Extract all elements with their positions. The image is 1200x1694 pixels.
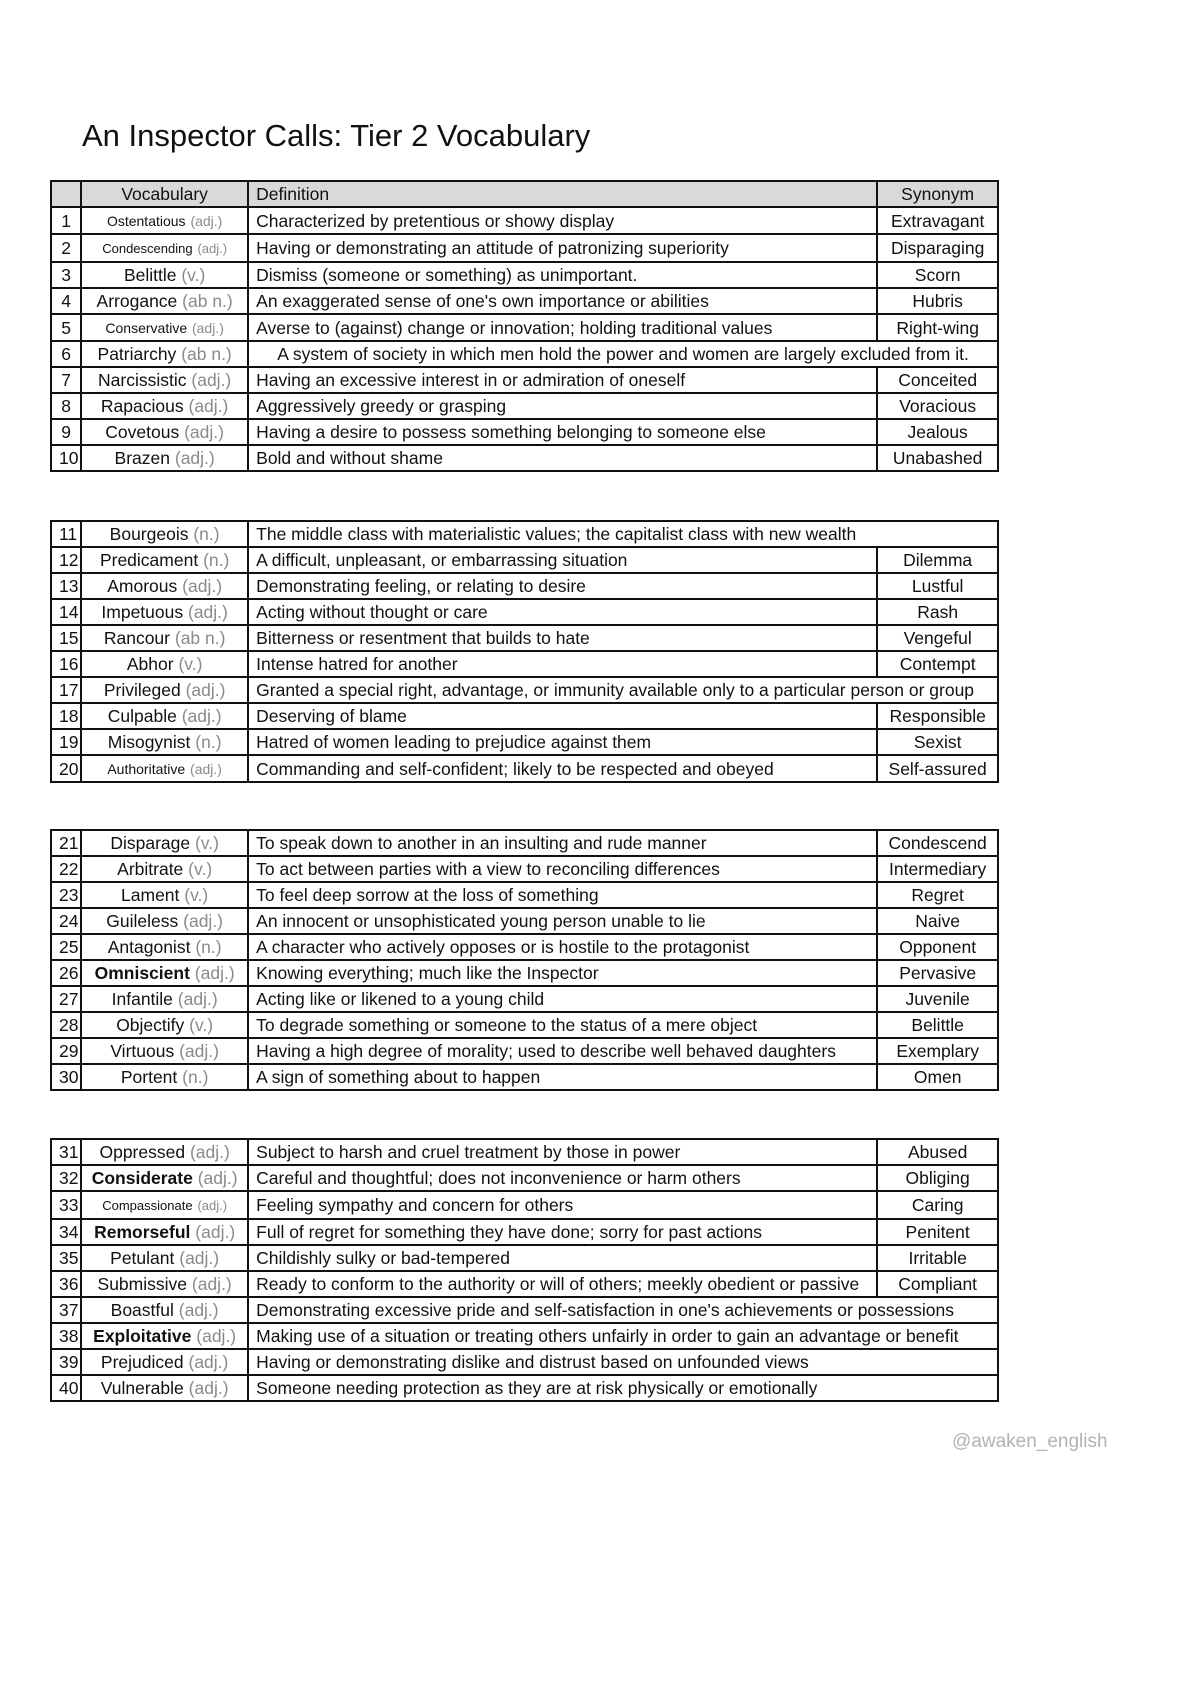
part-of-speech: (v.) bbox=[178, 654, 203, 674]
row-number: 25 bbox=[51, 934, 81, 960]
row-number: 22 bbox=[51, 856, 81, 882]
definition: A sign of something about to happen bbox=[248, 1064, 877, 1090]
table-row bbox=[51, 625, 998, 651]
vocabulary-word: Rancour bbox=[103, 628, 170, 648]
part-of-speech: (ab n.) bbox=[182, 291, 233, 311]
vocabulary-word: Oppressed bbox=[99, 1142, 186, 1162]
vocabulary-word: Privileged bbox=[103, 680, 181, 700]
vocabulary-word: Remorseful bbox=[94, 1222, 191, 1242]
definition: A character who actively opposes or is hostile to the protagonist bbox=[248, 934, 877, 960]
vocabulary-word-cell bbox=[81, 1012, 248, 1038]
synonym: Regret bbox=[877, 882, 998, 908]
table-row bbox=[51, 1297, 998, 1323]
vocabulary-word-cell bbox=[81, 1219, 248, 1245]
synonym: Jealous bbox=[877, 419, 998, 445]
synonym: Contempt bbox=[877, 651, 998, 677]
row-number: 28 bbox=[51, 1012, 81, 1038]
definition: To speak down to another in an insulting and rude manner bbox=[248, 830, 877, 856]
part-of-speech: (adj.) bbox=[177, 989, 218, 1009]
row-number: 18 bbox=[51, 703, 81, 729]
table-row bbox=[51, 234, 998, 262]
synonym: Unabashed bbox=[877, 445, 998, 471]
synonym: Responsible bbox=[877, 703, 998, 729]
row-number: 4 bbox=[51, 288, 81, 314]
definition: Feeling sympathy and concern for others bbox=[248, 1191, 877, 1219]
definition: An innocent or unsophisticated young person unable to lie bbox=[248, 908, 877, 934]
definition: Bold and without shame bbox=[248, 445, 877, 471]
part-of-speech: (ab n.) bbox=[174, 628, 226, 648]
synonym: Hubris bbox=[877, 288, 998, 314]
row-number: 20 bbox=[51, 755, 81, 782]
synonym: Condescend bbox=[877, 830, 998, 856]
row-number: 17 bbox=[51, 677, 81, 703]
part-of-speech: (adj.) bbox=[179, 1248, 220, 1268]
table-row bbox=[51, 934, 998, 960]
vocabulary-word-cell bbox=[81, 729, 248, 755]
vocabulary-table bbox=[50, 1138, 999, 1402]
definition: An exaggerated sense of one's own importance or abilities bbox=[248, 288, 877, 314]
vocabulary-word-cell bbox=[81, 1139, 248, 1165]
table-row bbox=[51, 599, 998, 625]
definition: Aggressively greedy or grasping bbox=[248, 393, 877, 419]
synonym: Pervasive bbox=[877, 960, 998, 986]
definition: Averse to (against) change or innovation; holding traditional values bbox=[248, 314, 877, 341]
vocabulary-table bbox=[50, 520, 999, 783]
part-of-speech: (v.) bbox=[188, 859, 213, 879]
definition: Having or demonstrating dislike and distrust based on unfounded views bbox=[248, 1349, 998, 1375]
vocabulary-word: Vulnerable bbox=[100, 1378, 184, 1398]
row-number: 19 bbox=[51, 729, 81, 755]
vocabulary-word: Virtuous bbox=[110, 1041, 175, 1061]
part-of-speech: (adj.) bbox=[178, 1300, 219, 1320]
header-number bbox=[51, 181, 81, 207]
definition: To feel deep sorrow at the loss of something bbox=[248, 882, 877, 908]
row-number: 8 bbox=[51, 393, 81, 419]
definition: Full of regret for something they have done; sorry for past actions bbox=[248, 1219, 877, 1245]
part-of-speech: (n.) bbox=[203, 550, 230, 570]
row-number: 14 bbox=[51, 599, 81, 625]
vocabulary-word: Infantile bbox=[111, 989, 173, 1009]
vocabulary-word-cell bbox=[81, 677, 248, 703]
vocabulary-word-cell bbox=[81, 314, 248, 341]
table-row bbox=[51, 1219, 998, 1245]
definition: Granted a special right, advantage, or immunity available only to a particular person or group bbox=[248, 677, 998, 703]
author-handle: @awaken_english bbox=[952, 1431, 1108, 1452]
part-of-speech: (n.) bbox=[182, 1067, 209, 1087]
row-number: 10 bbox=[51, 445, 81, 471]
vocabulary-word-cell bbox=[81, 755, 248, 782]
vocabulary-word-cell bbox=[81, 419, 248, 445]
part-of-speech: (v.) bbox=[184, 885, 209, 905]
row-number: 2 bbox=[51, 234, 81, 262]
part-of-speech: (adj.) bbox=[190, 213, 223, 229]
vocabulary-word-cell bbox=[81, 445, 248, 471]
table-row bbox=[51, 830, 998, 856]
row-number: 32 bbox=[51, 1165, 81, 1191]
table-row bbox=[51, 262, 998, 288]
vocabulary-word-cell bbox=[81, 986, 248, 1012]
vocabulary-word: Objectify bbox=[116, 1015, 185, 1035]
vocabulary-word: Guileless bbox=[106, 911, 179, 931]
vocabulary-word: Amorous bbox=[107, 576, 178, 596]
table-row bbox=[51, 1323, 998, 1349]
part-of-speech: (adj.) bbox=[191, 370, 232, 390]
vocabulary-word: Antagonist bbox=[107, 937, 191, 957]
table-row bbox=[51, 1165, 998, 1191]
table-row bbox=[51, 1139, 998, 1165]
definition: Having or demonstrating an attitude of patronizing superiority bbox=[248, 234, 877, 262]
vocabulary-word: Lament bbox=[121, 885, 180, 905]
table-row bbox=[51, 419, 998, 445]
vocabulary-word: Culpable bbox=[107, 706, 177, 726]
vocabulary-word-cell bbox=[81, 1038, 248, 1064]
table-row bbox=[51, 677, 998, 703]
vocabulary-word-cell bbox=[81, 599, 248, 625]
part-of-speech: (adj.) bbox=[195, 1222, 236, 1242]
part-of-speech: (adj.) bbox=[197, 1168, 238, 1188]
vocabulary-word: Considerate bbox=[91, 1168, 193, 1188]
synonym: Sexist bbox=[877, 729, 998, 755]
table-row bbox=[51, 1012, 998, 1038]
definition: Ready to conform to the authority or will of others; meekly obedient or passive bbox=[248, 1271, 877, 1297]
synonym: Disparaging bbox=[877, 234, 998, 262]
row-number: 16 bbox=[51, 651, 81, 677]
table-row bbox=[51, 445, 998, 471]
vocabulary-word-cell bbox=[81, 207, 248, 234]
vocabulary-word: Narcissistic bbox=[98, 370, 187, 390]
vocabulary-word-cell bbox=[81, 1064, 248, 1090]
vocabulary-word: Rapacious bbox=[100, 396, 184, 416]
row-number: 36 bbox=[51, 1271, 81, 1297]
table-row bbox=[51, 908, 998, 934]
definition: To degrade something or someone to the status of a mere object bbox=[248, 1012, 877, 1038]
synonym: Extravagant bbox=[877, 207, 998, 234]
vocabulary-word: Bourgeois bbox=[109, 524, 189, 544]
part-of-speech: (v.) bbox=[194, 833, 219, 853]
part-of-speech: (adj.) bbox=[191, 320, 224, 336]
header-synonym: Synonym bbox=[877, 181, 998, 207]
vocabulary-word-cell bbox=[81, 934, 248, 960]
part-of-speech: (n.) bbox=[195, 937, 222, 957]
vocabulary-word: Ostentatious bbox=[106, 213, 186, 229]
definition: Childishly sulky or bad-tempered bbox=[248, 1245, 877, 1271]
vocabulary-word-cell bbox=[81, 234, 248, 262]
vocabulary-word: Arbitrate bbox=[117, 859, 184, 879]
part-of-speech: (adj.) bbox=[197, 1198, 228, 1213]
vocabulary-word-cell bbox=[81, 1323, 248, 1349]
synonym: Vengeful bbox=[877, 625, 998, 651]
vocabulary-word: Abhor bbox=[126, 654, 174, 674]
definition: A system of society in which men hold the power and women are largely excluded from it. bbox=[248, 341, 998, 367]
row-number: 9 bbox=[51, 419, 81, 445]
table-row bbox=[51, 207, 998, 234]
synonym: Naive bbox=[877, 908, 998, 934]
vocabulary-word-cell bbox=[81, 1245, 248, 1271]
row-number: 35 bbox=[51, 1245, 81, 1271]
table-row bbox=[51, 755, 998, 782]
row-number: 39 bbox=[51, 1349, 81, 1375]
row-number: 29 bbox=[51, 1038, 81, 1064]
synonym: Intermediary bbox=[877, 856, 998, 882]
part-of-speech: (v.) bbox=[189, 1015, 214, 1035]
definition: Subject to harsh and cruel treatment by those in power bbox=[248, 1139, 877, 1165]
synonym: Scorn bbox=[877, 262, 998, 288]
definition: Demonstrating feeling, or relating to desire bbox=[248, 573, 877, 599]
synonym: Penitent bbox=[877, 1219, 998, 1245]
definition: A difficult, unpleasant, or embarrassing situation bbox=[248, 547, 877, 573]
vocabulary-table bbox=[50, 180, 999, 472]
vocabulary-table bbox=[50, 829, 999, 1091]
definition: Dismiss (someone or something) as unimportant. bbox=[248, 262, 877, 288]
synonym: Right-wing bbox=[877, 314, 998, 341]
synonym: Abused bbox=[877, 1139, 998, 1165]
row-number: 30 bbox=[51, 1064, 81, 1090]
vocabulary-word-cell bbox=[81, 262, 248, 288]
row-number: 26 bbox=[51, 960, 81, 986]
vocabulary-word-cell bbox=[81, 1297, 248, 1323]
synonym: Rash bbox=[877, 599, 998, 625]
definition: Having a desire to possess something belonging to someone else bbox=[248, 419, 877, 445]
synonym: Conceited bbox=[877, 367, 998, 393]
vocabulary-word-cell bbox=[81, 830, 248, 856]
synonym: Voracious bbox=[877, 393, 998, 419]
row-number: 5 bbox=[51, 314, 81, 341]
definition: Deserving of blame bbox=[248, 703, 877, 729]
definition: Characterized by pretentious or showy display bbox=[248, 207, 877, 234]
vocabulary-word-cell bbox=[81, 651, 248, 677]
vocabulary-word-cell bbox=[81, 1375, 248, 1401]
row-number: 6 bbox=[51, 341, 81, 367]
table-row bbox=[51, 856, 998, 882]
definition: Hatred of women leading to prejudice against them bbox=[248, 729, 877, 755]
table-row bbox=[51, 1038, 998, 1064]
row-number: 38 bbox=[51, 1323, 81, 1349]
definition: Acting without thought or care bbox=[248, 599, 877, 625]
part-of-speech: (adj.) bbox=[189, 1142, 230, 1162]
table-row bbox=[51, 986, 998, 1012]
part-of-speech: (n.) bbox=[195, 732, 222, 752]
vocabulary-word: Compassionate bbox=[102, 1198, 193, 1213]
vocabulary-word: Conservative bbox=[105, 320, 188, 336]
synonym: Juvenile bbox=[877, 986, 998, 1012]
table-row bbox=[51, 314, 998, 341]
vocabulary-word-cell bbox=[81, 882, 248, 908]
table-row bbox=[51, 1349, 998, 1375]
row-number: 3 bbox=[51, 262, 81, 288]
vocabulary-word: Portent bbox=[120, 1067, 178, 1087]
table-row bbox=[51, 573, 998, 599]
definition: Careful and thoughtful; does not inconvenience or harm others bbox=[248, 1165, 877, 1191]
row-number: 31 bbox=[51, 1139, 81, 1165]
table-row bbox=[51, 1375, 998, 1401]
part-of-speech: (v.) bbox=[181, 265, 206, 285]
definition: Knowing everything; much like the Inspector bbox=[248, 960, 877, 986]
part-of-speech: (adj.) bbox=[183, 911, 224, 931]
vocabulary-word: Belittle bbox=[123, 265, 177, 285]
vocabulary-word: Disparage bbox=[110, 833, 191, 853]
header-row bbox=[51, 181, 998, 207]
definition: The middle class with materialistic values; the capitalist class with new wealth bbox=[248, 521, 998, 547]
part-of-speech: (ab n.) bbox=[181, 344, 232, 364]
definition: Making use of a situation or treating others unfairly in order to gain an advantage or benefit bbox=[248, 1323, 998, 1349]
definition: Acting like or likened to a young child bbox=[248, 986, 877, 1012]
part-of-speech: (adj.) bbox=[188, 1378, 229, 1398]
part-of-speech: (adj.) bbox=[190, 761, 222, 777]
row-number: 11 bbox=[51, 521, 81, 547]
row-number: 1 bbox=[51, 207, 81, 234]
table-row bbox=[51, 341, 998, 367]
definition: Commanding and self-confident; likely to be respected and obeyed bbox=[248, 755, 877, 782]
vocabulary-word-cell bbox=[81, 1349, 248, 1375]
table-row bbox=[51, 1245, 998, 1271]
vocabulary-word-cell bbox=[81, 393, 248, 419]
part-of-speech: (adj.) bbox=[182, 576, 223, 596]
vocabulary-word-cell bbox=[81, 960, 248, 986]
vocabulary-word-cell bbox=[81, 367, 248, 393]
vocabulary-word-cell bbox=[81, 521, 248, 547]
table-row bbox=[51, 960, 998, 986]
synonym: Exemplary bbox=[877, 1038, 998, 1064]
row-number: 12 bbox=[51, 547, 81, 573]
vocabulary-word: Arrogance bbox=[96, 291, 178, 311]
vocabulary-word: Patriarchy bbox=[97, 344, 177, 364]
part-of-speech: (adj.) bbox=[188, 602, 228, 622]
part-of-speech: (adj.) bbox=[181, 706, 222, 726]
table-row bbox=[51, 393, 998, 419]
table-row bbox=[51, 367, 998, 393]
vocabulary-word: Submissive bbox=[97, 1274, 188, 1294]
table-row bbox=[51, 547, 998, 573]
vocabulary-word: Boastful bbox=[110, 1300, 174, 1320]
part-of-speech: (adj.) bbox=[184, 422, 224, 442]
part-of-speech: (n.) bbox=[193, 524, 220, 544]
vocabulary-word-cell bbox=[81, 288, 248, 314]
vocabulary-word-cell bbox=[81, 625, 248, 651]
row-number: 7 bbox=[51, 367, 81, 393]
row-number: 13 bbox=[51, 573, 81, 599]
table-row bbox=[51, 1191, 998, 1219]
table-row bbox=[51, 1064, 998, 1090]
part-of-speech: (adj.) bbox=[196, 1326, 237, 1346]
vocabulary-word: Exploitative bbox=[93, 1326, 192, 1346]
page-title: An Inspector Calls: Tier 2 Vocabulary bbox=[82, 118, 591, 153]
definition: To act between parties with a view to reconciling differences bbox=[248, 856, 877, 882]
row-number: 23 bbox=[51, 882, 81, 908]
table-row bbox=[51, 882, 998, 908]
vocabulary-word-cell bbox=[81, 547, 248, 573]
vocabulary-word: Impetuous bbox=[101, 602, 184, 622]
vocabulary-word-cell bbox=[81, 1191, 248, 1219]
part-of-speech: (adj.) bbox=[185, 680, 226, 700]
row-number: 21 bbox=[51, 830, 81, 856]
synonym: Dilemma bbox=[877, 547, 998, 573]
vocabulary-word-cell bbox=[81, 573, 248, 599]
synonym: Compliant bbox=[877, 1271, 998, 1297]
row-number: 40 bbox=[51, 1375, 81, 1401]
part-of-speech: (adj.) bbox=[197, 241, 228, 256]
part-of-speech: (adj.) bbox=[174, 448, 215, 468]
vocabulary-word-cell bbox=[81, 341, 248, 367]
vocabulary-word: Predicament bbox=[99, 550, 199, 570]
table-row bbox=[51, 1271, 998, 1297]
vocabulary-word-cell bbox=[81, 908, 248, 934]
row-number: 34 bbox=[51, 1219, 81, 1245]
part-of-speech: (adj.) bbox=[188, 396, 229, 416]
synonym: Omen bbox=[877, 1064, 998, 1090]
synonym: Caring bbox=[877, 1191, 998, 1219]
definition: Intense hatred for another bbox=[248, 651, 877, 677]
row-number: 15 bbox=[51, 625, 81, 651]
table-row bbox=[51, 703, 998, 729]
vocabulary-word: Petulant bbox=[110, 1248, 175, 1268]
synonym: Belittle bbox=[877, 1012, 998, 1038]
part-of-speech: (adj.) bbox=[191, 1274, 232, 1294]
table-row bbox=[51, 521, 998, 547]
vocabulary-word: Condescending bbox=[102, 241, 193, 256]
definition: Bitterness or resentment that builds to hate bbox=[248, 625, 877, 651]
part-of-speech: (adj.) bbox=[179, 1041, 219, 1061]
synonym: Opponent bbox=[877, 934, 998, 960]
table-row bbox=[51, 729, 998, 755]
row-number: 27 bbox=[51, 986, 81, 1012]
vocabulary-word-cell bbox=[81, 856, 248, 882]
vocabulary-word: Brazen bbox=[114, 448, 170, 468]
row-number: 33 bbox=[51, 1191, 81, 1219]
vocabulary-word-cell bbox=[81, 703, 248, 729]
vocabulary-word: Omniscient bbox=[94, 963, 190, 983]
vocabulary-word: Covetous bbox=[105, 422, 180, 442]
header-definition: Definition bbox=[248, 181, 877, 207]
synonym: Irritable bbox=[877, 1245, 998, 1271]
vocabulary-word: Prejudiced bbox=[100, 1352, 184, 1372]
vocabulary-word: Authoritative bbox=[107, 761, 186, 777]
table-row bbox=[51, 288, 998, 314]
vocabulary-word: Misogynist bbox=[107, 732, 191, 752]
part-of-speech: (adj.) bbox=[188, 1352, 229, 1372]
synonym: Lustful bbox=[877, 573, 998, 599]
definition: Someone needing protection as they are at risk physically or emotionally bbox=[248, 1375, 998, 1401]
header-vocabulary: Vocabulary bbox=[81, 181, 248, 207]
part-of-speech: (adj.) bbox=[194, 963, 235, 983]
vocabulary-word-cell bbox=[81, 1271, 248, 1297]
definition: Having an excessive interest in or admiration of oneself bbox=[248, 367, 877, 393]
synonym: Self-assured bbox=[877, 755, 998, 782]
table-row bbox=[51, 651, 998, 677]
vocabulary-word-cell bbox=[81, 1165, 248, 1191]
synonym: Obliging bbox=[877, 1165, 998, 1191]
row-number: 24 bbox=[51, 908, 81, 934]
definition: Having a high degree of morality; used to describe well behaved daughters bbox=[248, 1038, 877, 1064]
row-number: 37 bbox=[51, 1297, 81, 1323]
definition: Demonstrating excessive pride and self-satisfaction in one's achievements or possessions bbox=[248, 1297, 998, 1323]
